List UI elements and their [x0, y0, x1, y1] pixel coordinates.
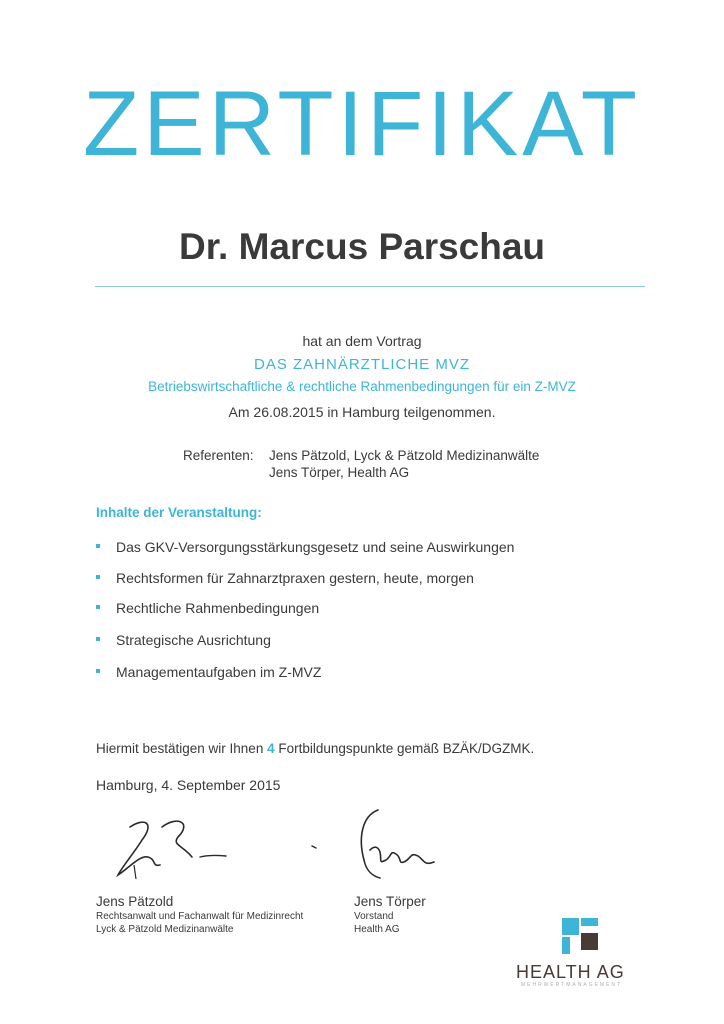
content-item-label: Managementaufgaben im Z-MVZ	[116, 664, 322, 680]
health-ag-logo-icon	[562, 918, 602, 954]
bullet-icon	[96, 544, 100, 548]
confirmation-suffix: Fortbildungspunkte gemäß BZÄK/DGZMK.	[278, 741, 535, 756]
content-list-item	[96, 601, 319, 615]
signature-jens-toerper	[300, 800, 470, 890]
content-item-label: Rechtliche Rahmenbedingungen	[116, 600, 320, 616]
signatory-name: Jens Törper	[354, 894, 426, 909]
bullet-icon	[96, 669, 100, 673]
content-item-label: Das GKV-Versorgungsstärkungsgesetz und seine Auswirkungen	[116, 539, 515, 555]
divider-line	[95, 286, 645, 287]
content-list-item	[96, 665, 321, 679]
place-date: Hamburg, 4. September 2015	[96, 777, 281, 793]
bullet-icon	[96, 575, 100, 579]
bullet-icon	[96, 637, 100, 641]
bullet-icon	[96, 605, 100, 609]
event-date-line: Am 26.08.2015 in Hamburg teilgenommen.	[228, 404, 496, 420]
speakers-label: Referenten:	[183, 448, 254, 463]
signatory-name: Jens Pätzold	[96, 894, 174, 909]
intro-text: hat an dem Vortrag	[302, 333, 422, 349]
speaker-item: Jens Törper, Health AG	[269, 465, 410, 480]
contents-heading: Inhalte der Veranstaltung:	[96, 505, 262, 520]
content-list-item	[96, 540, 514, 554]
speaker-item: Jens Pätzold, Lyck & Pätzold Medizinanwälte	[269, 448, 540, 463]
event-subtitle: Betriebswirtschaftliche & rechtliche Rahmenbedingungen für ein Z-MVZ	[148, 379, 576, 394]
signatory-organization: Lyck & Pätzold Medizinanwälte	[96, 924, 234, 935]
signature-jens-paetzold	[100, 805, 250, 895]
points-value: 4	[267, 741, 275, 756]
signatory-role: Rechtsanwalt und Fachanwalt für Medizinrecht	[96, 911, 304, 922]
recipient-name: Dr. Marcus Parschau	[178, 226, 546, 267]
logo-wordmark: HEALTH AG	[516, 962, 625, 982]
confirmation-prefix: Hiermit bestätigen wir Ihnen	[96, 741, 264, 756]
content-item-label: Strategische Ausrichtung	[116, 632, 271, 648]
signatory-role: Vorstand	[354, 911, 394, 922]
confirmation-text	[96, 742, 534, 756]
logo-tagline: MEHRWERTMANAGEMENT	[521, 982, 623, 988]
content-list-item	[96, 633, 271, 647]
content-item-label: Rechtsformen für Zahnarztpraxen gestern, heute, morgen	[116, 570, 474, 586]
signatory-organization: Health AG	[354, 924, 400, 935]
event-title: DAS ZAHNÄRZTLICHE MVZ	[253, 356, 470, 373]
content-list-item	[96, 571, 474, 585]
certificate-title: ZERTIFIKAT	[83, 73, 641, 175]
